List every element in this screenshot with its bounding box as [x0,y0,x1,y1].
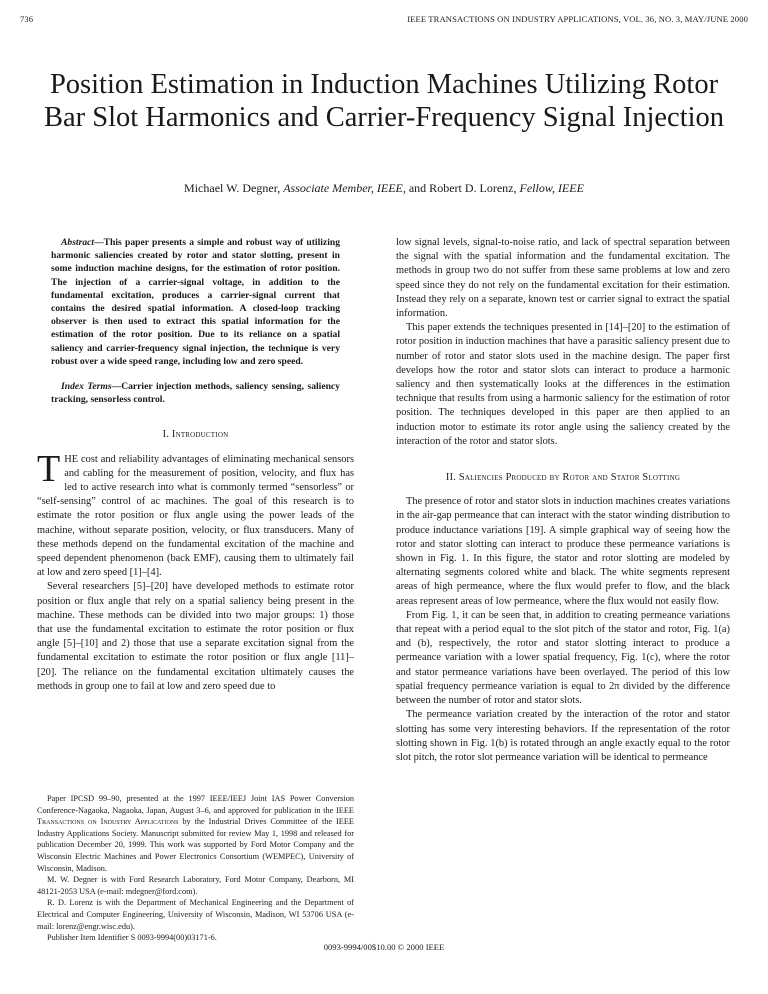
footnote-author-2: R. D. Lorenz is with the Department of Mechanical Engineering and the Department of Electrical and Computer Engineering, University of Wisconsin, Madison, WI 53706 USA (e-mail: lorenz@engr.wisc.edu). [37,898,354,931]
saliency-paragraph-2: From Fig. 1, it can be seen that, in addition to creating permeance variations that repeat with a period equal to the slot pitch of the stator and rotor, Fig. 1(a) and (b), respectively, the rotor and stator slotting interact to produce a permeance variation with a lower spatial frequency, Fig. 1(c), where the rotor and stator permeance variations have been overlayed. The period of this low spatial frequency permeance variation is equal to 2π divided by the difference between the number of rotor and stator slots. [396,609,730,707]
saliency-paragraph-1: The presence of rotor and stator slots in induction machines creates variations in the air-gap permeance that can interact with the stator winding distribution to produce inductance variations [19]. A simple graphical way of seeing how the rotor and stator slotting can interact to produce these permeance variations is shown in Fig. 1. In this figure, the stator and rotor slotting are modeled by alternating segments colored white and black. The white segments represent areas of high permeance, where the flux would prefer to flow, and the black areas represent areas of low permeance, where the flux would not easily flow. [396,496,730,607]
intro-paragraph-3: low signal levels, signal-to-noise ratio, and lack of spectral separation between the signal with the spatial information and the fundamental excitation. The methods in group two do not suffer from these same problems at low and zero speed since they do not rely on the fundamental excitation for their estimation. Instead they rely on a separate, known test or carrier signal to extract the spatial information. [396,237,730,320]
intro-paragraph-1-text: HE cost and reliability advantages of eliminating mechanical sensors and cabling for the measurement of position, velocity, and flux has led to active research into what is commonly termed “sensorless” or “self-sensing” control of ac machines. The goal of this research is to estimate the rotor position or flux angle using the power leads of the machine, without separate position, velocity, or flux transducers. Many of these methods depend on the fundamental excitation of the machine and speed dependent phenomenon (back EMF), causing them to ultimately fail at low and zero speed [1]–[4]. [37,453,354,579]
abstract-text: —This paper presents a simple and robust way of utilizing harmonic saliencies created by rotor and stator slotting, present in some induction machine designs, for the estimation of rotor position. The injection of a carrier-signal voltage, in addition to the fundamental excitation, produces a carrier-signal current that contains the desired spatial information. A closed-loop tracking observer is then used to extract this spatial information for the estimation of the rotor position. Due to its reliance on a spatial saliency and carrier-frequency signal injection, the technique is very robust over a wide speed range, including low and zero speed. [51,237,340,367]
index-terms-label: Index Terms [61,381,112,393]
footnote-author-1: M. W. Degner is with Ford Research Laboratory, Ford Motor Company, Dearborn, MI 48121-2053 USA (e-mail: mdegner@ford.com). [37,875,354,896]
footnote-submission-c: by the Industrial Drives Committee of the IEEE Industry Applications Society. Manuscript submitted for review May 1, 1998 and released for publication December 20, 1999. This work was supported by Ford Motor Company and the Wisconsin Electric Machines and Power Electronics Consortium (WEMPEC), University of Wisconsin, Madison. [37,817,354,873]
intro-paragraph-2: Several researchers [5]–[20] have developed methods to estimate rotor position or flux angle that rely on a spatial saliency being present in the machine. These methods can be divided into two major groups: 1) those that use the fundamental excitation to estimate the rotor position or flux angle [5]–[10] and 2) those that use a separate excitation signal from the fundamental excitation to estimate the rotor position or flux angle [11]–[20]. The reliance on the fundamental excitation ultimately causes the methods in group one to fail at low and zero speed due to [37,581,354,692]
footnote-publisher-id: Publisher Item Identifier S 0093-9994(00)03171-6. [47,933,217,943]
index-terms [37,380,354,406]
footnotes [37,793,354,944]
section-heading-introduction: I. Introduction [162,429,229,441]
author-line [40,181,728,196]
paper-title: Position Estimation in Induction Machines Utilizing Rotor Bar Slot Harmonics and Carrier-Frequency Signal Injection [43,69,725,133]
author-1-affiliation: Associate Member, IEEE, [283,181,406,195]
author-1: Michael W. Degner, [184,181,281,195]
left-column [37,236,354,694]
intro-paragraph-4: This paper extends the techniques presented in [14]–[20] to the estimation of rotor position in induction machines that have a parasitic saliency present due to number of rotor and stator slots used in the machine design. The paper first develops how the rotor and stator slots can interact to produce a harmonic saliency and then systematically looks at the differences in the estimation technique that results from using a harmonic saliency for the estimation of rotor position. The techniques developed in this paper are then applied to an induction motor to estimate its rotor angle using the saliency created by the interaction of the rotor and stator slots. [396,322,730,447]
author-connector: and Robert D. Lorenz, [408,181,517,195]
abstract-label: Abstract [61,237,95,248]
saliency-paragraph-3: The permeance variation created by the interaction of the rotor and stator slotting has some very interesting behaviors. If the representation of the rotor slotting shown in Fig. 1(b) is rotated through an angle exactly equal to the rotor slot pitch, the rotor slot permeance variation will be identical to permeance [396,709,730,763]
index-terms-text: —Carrier injection methods, saliency sensing, saliency tracking, sensorless control. [51,381,340,406]
running-header [20,14,748,28]
page-number: 736 [20,14,34,24]
footnote-submission-a: Paper IPCSD 99–90, presented at the 1997 IEEE/IEEJ Joint IAS Power Conversion Conference-Nagaoka, Nagaoka, Japan, August 3–6, and approved for publication in the IEEE [37,794,354,815]
copyright-line: 0093-9994/00$10.00 © 2000 IEEE [323,942,445,952]
drop-cap: T [37,447,61,490]
journal-name: IEEE TRANSACTIONS ON INDUSTRY APPLICATIONS, VOL. 36, NO. 3, MAY/JUNE 2000 [407,14,748,24]
author-2-affiliation: Fellow, IEEE [519,181,584,195]
section-heading-saliencies: II. Saliencies Produced by Rotor and Stator Slotting [445,472,681,484]
right-column [396,236,730,765]
footnote-submission [37,793,354,874]
intro-paragraph-1 [37,447,354,581]
abstract [37,236,354,368]
footnote-submission-journal: Transactions on Industry Applications [37,817,179,827]
